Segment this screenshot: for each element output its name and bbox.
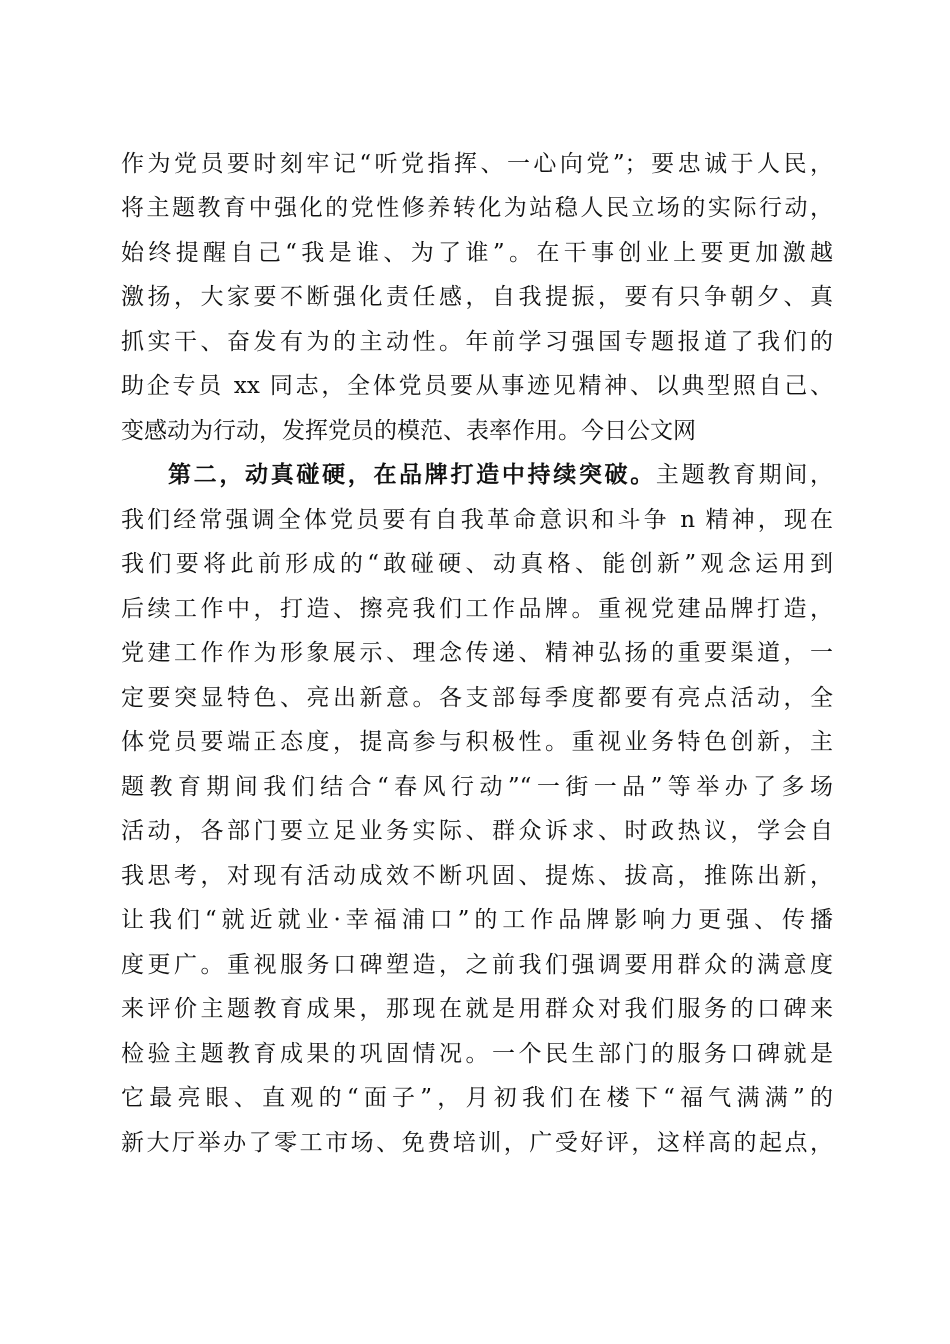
paragraph-1-line-2: 将主题教育中强化的党性修养转化为站稳人民立场的实际行动， xyxy=(121,195,833,221)
paragraph-2-line-1-rest: 主题教育期间， xyxy=(655,462,834,488)
paragraph-1-line-1: 作为党员要时刻牢记“听党指挥、一心向党”；要忠诚于人民， xyxy=(121,151,833,177)
paragraph-2-line-13: 来评价主题教育成果，那现在就是用群众对我们服务的口碑来 xyxy=(121,996,833,1022)
paragraph-1-line-4: 激扬，大家要不断强化责任感，自我提振，要有只争朝夕、真 xyxy=(121,284,833,310)
paragraph-2-line-2: 我们经常强调全体党员要有自我革命意识和斗争 n 精神，现在 xyxy=(121,507,833,533)
paragraph-2-line-16: 新大厅举办了零工市场、免费培训，广受好评，这样高的起点， xyxy=(121,1130,833,1156)
paragraph-2-line-8: 题教育期间我们结合“春风行动”“一街一品”等举办了多场 xyxy=(121,774,833,800)
paragraph-2-line-4: 后续工作中，打造、擦亮我们工作品牌。重视党建品牌打造， xyxy=(121,596,833,622)
paragraph-2-line-10: 我思考，对现有活动成效不断巩固、提炼、拔高，推陈出新， xyxy=(121,863,833,889)
paragraph-2-line-14: 检验主题教育成果的巩固情况。一个民生部门的服务口碑就是 xyxy=(121,1041,833,1067)
paragraph-1-line-7: 变感动为行动，发挥党员的模范、表率作用。今日公文网 xyxy=(121,418,696,444)
paragraph-2-line-7: 体党员要端正态度，提高参与积极性。重视业务特色创新，主 xyxy=(121,729,833,755)
paragraph-2-line-5: 党建工作作为形象展示、理念传递、精神弘扬的重要渠道，一 xyxy=(121,640,833,666)
paragraph-2-line-6: 定要突显特色、亮出新意。各支部每季度都要有亮点活动，全 xyxy=(121,685,833,711)
paragraph-2-line-3: 我们要将此前形成的“敢碰硬、动真格、能创新”观念运用到 xyxy=(121,551,833,577)
paragraph-2-line-9: 活动，各部门要立足业务实际、群众诉求、时政热议，学会自 xyxy=(121,818,833,844)
paragraph-2-line-12: 度更广。重视服务口碑塑造，之前我们强调要用群众的满意度 xyxy=(121,952,833,978)
paragraph-1-line-5: 抓实干、奋发有为的主动性。年前学习强国专题报道了我们的 xyxy=(121,329,833,355)
paragraph-1-line-3: 始终提醒自己“我是谁、为了谁”。在干事创业上要更加激越 xyxy=(121,240,833,266)
paragraph-2-first-line xyxy=(168,460,833,490)
paragraph-2-line-15: 它最亮眼、直观的“面子”，月初我们在楼下“福气满满”的 xyxy=(121,1085,833,1111)
section-heading: 第二，动真碰硬，在品牌打造中持续突破。 xyxy=(168,461,656,488)
paragraph-1-line-6: 助企专员 xx 同志，全体党员要从事迹见精神、以典型照自己、 xyxy=(121,373,833,399)
paragraph-2-line-11: 让我们“就近就业·幸福浦口”的工作品牌影响力更强、传播 xyxy=(121,907,833,933)
